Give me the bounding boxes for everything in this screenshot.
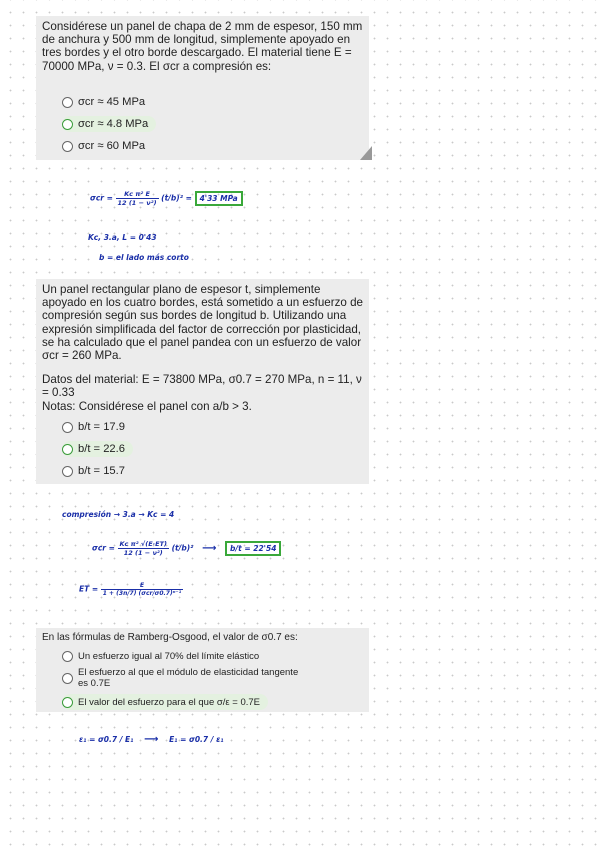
note-2-line1: compresión → 3.a → Kc = 4: [62, 510, 175, 519]
note-result-box: b/t = 22'54: [225, 541, 281, 556]
fraction-denominator: 1 + (3n/7) (σcr/σ0.7)ⁿ⁻¹: [102, 590, 182, 597]
radio-icon[interactable]: [62, 97, 73, 108]
option-label: σcr ≈ 4.8 MPa: [78, 118, 149, 130]
option-label: El esfuerzo al que el módulo de elasticidad tangente es 0.7E: [78, 667, 299, 689]
radio-icon[interactable]: [62, 466, 73, 477]
note-fraction: [118, 540, 169, 557]
option-label: b/t = 17.9: [78, 421, 125, 433]
radio-icon[interactable]: [62, 119, 73, 130]
radio-icon[interactable]: [62, 422, 73, 433]
note-lhs: σcr =: [92, 543, 115, 553]
fraction-numerator: E: [101, 582, 183, 590]
note-fraction: [116, 190, 159, 207]
q2-option-2[interactable]: [62, 441, 133, 457]
radio-icon[interactable]: [62, 697, 73, 708]
radio-icon[interactable]: [62, 141, 73, 152]
option-label: Un esfuerzo igual al 70% del límite elástico: [78, 650, 260, 662]
note-1-line2: Kc, 3.a, L = 0'43: [88, 233, 157, 242]
question-1-box: [36, 16, 369, 160]
note-result-box: 4'33 MPa: [195, 191, 243, 206]
option-label: b/t = 22.6: [78, 443, 125, 455]
q1-option-2[interactable]: [62, 116, 156, 132]
question-1-text: Considérese un panel de chapa de 2 mm de espesor, 150 mm de anchura y 500 mm de longitud, simplemente apoyado en tres bordes y el otro borde descargado. El material tiene E = 70000 MPa, ν = 0.3. El σcr a compresión es:: [42, 20, 366, 73]
option-label: σcr ≈ 45 MPa: [78, 96, 146, 108]
q2-option-3[interactable]: [62, 463, 125, 479]
note-2-formula: [92, 540, 281, 557]
note-text: ε₁ = σ0.7 / E₁: [79, 735, 134, 744]
fraction-numerator: Kc π² √(E·ET): [119, 540, 167, 548]
radio-icon[interactable]: [62, 651, 73, 662]
note-paren: (t/b)²: [161, 193, 184, 203]
radio-icon[interactable]: [62, 673, 73, 684]
note-fraction: [101, 582, 183, 597]
q1-option-3[interactable]: [62, 138, 145, 154]
question-2-text: Un panel rectangular plano de espesor t, simplemente apoyado en los cuatro bordes, está sometido a un esfuerzo de compresión según sus bordes de longitud b. Utilizando una expresión simplificada del factor de corrección por plasticidad, se ha calculado que el panel pandea con un esfuerzo de valor σcr = 260 MPa.: [42, 283, 367, 363]
note-2-et-formula: [79, 582, 183, 597]
question-3-box: [36, 628, 369, 712]
q3-option-3[interactable]: [62, 694, 268, 710]
resize-grip-icon[interactable]: [360, 146, 372, 160]
note-equals: =: [185, 193, 192, 203]
note-1-line3: b = el lado más corto: [99, 253, 189, 262]
option-label: σcr ≈ 60 MPa: [78, 140, 146, 152]
fraction-denominator: 12 (1 − ν²): [117, 199, 157, 207]
question-2-notes: Notas: Considérese el panel con a/b > 3.: [42, 399, 252, 413]
q2-option-1[interactable]: [62, 419, 125, 435]
note-lhs: ET =: [79, 584, 99, 594]
question-2-data: Datos del material: E = 73800 MPa, σ0.7 = 270 MPa, n = 11, ν = 0.33: [42, 373, 366, 400]
note-result: E₁ = σ0.7 / ε₁: [169, 735, 224, 744]
option-label: El valor del esfuerzo para el que σ/ε = 0.7E: [78, 696, 260, 708]
note-3-formula: [79, 734, 224, 745]
note-lhs: σcr =: [90, 193, 113, 203]
q1-option-1[interactable]: [62, 94, 145, 110]
fraction-denominator: 12 (1 − ν²): [123, 549, 163, 557]
arrow-icon: ⟶: [144, 734, 159, 745]
radio-icon[interactable]: [62, 444, 73, 455]
question-2-box: [36, 279, 369, 484]
note-1-formula: [90, 190, 243, 207]
q3-option-1[interactable]: [62, 648, 259, 664]
question-3-text: En las fórmulas de Ramberg-Osgood, el valor de σ0.7 es:: [42, 632, 298, 643]
option-label: b/t = 15.7: [78, 465, 125, 477]
arrow-icon: ⟶: [202, 542, 217, 554]
note-paren: (t/b)²: [171, 543, 194, 553]
fraction-numerator: Kc π² E: [116, 190, 159, 199]
q3-option-2[interactable]: [62, 666, 302, 690]
